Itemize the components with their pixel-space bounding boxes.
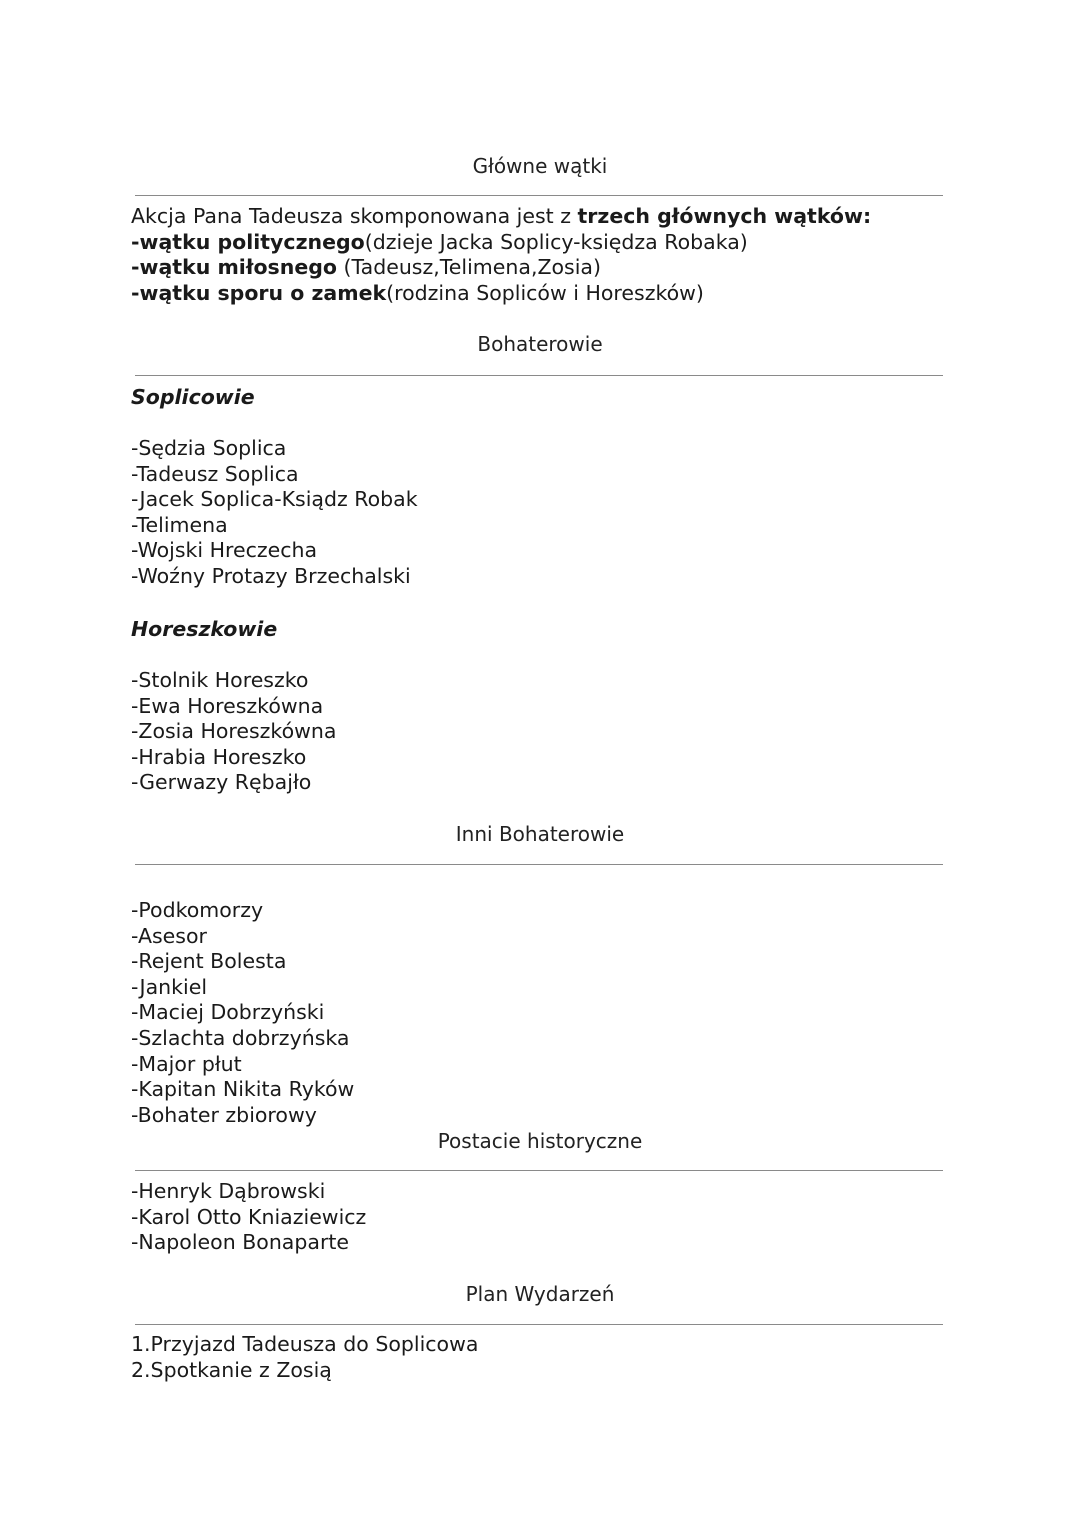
section-divider (135, 864, 943, 865)
section-title-postacie-historyczne: Postacie historyczne (437, 1129, 643, 1153)
list-item: 1.Przyjazd Tadeusza do Soplicowa (131, 1332, 479, 1356)
watki-intro (131, 204, 871, 230)
list-item: -Woźny Protazy Brzechalski (131, 563, 411, 588)
list-item: -Wojski Hreczecha (131, 538, 318, 563)
list-item: -Jankiel (131, 974, 208, 999)
historyczne-list (131, 1179, 366, 1256)
section-divider (135, 1324, 943, 1325)
watek-item (131, 230, 871, 256)
watki-intro-emphasis: trzech głównych wątków: (577, 204, 872, 228)
list-item: -Maciej Dobrzyński (131, 1000, 325, 1025)
list-item: -Asesor (131, 923, 207, 948)
list-item: -Gerwazy Rębajło (131, 770, 312, 795)
list-item: -Bohater zbiorowy (131, 1102, 317, 1127)
section-title-glowne-watki: Główne wątki (472, 154, 608, 178)
soplicowie-list (131, 436, 418, 590)
horeszkowie-list (131, 668, 336, 796)
section-title-inni-bohaterowie: Inni Bohaterowie (455, 822, 625, 846)
watek-detail: (dzieje Jacka Soplicy-księdza Robaka) (364, 229, 748, 254)
section-divider (135, 195, 943, 196)
list-item: -Rejent Bolesta (131, 949, 287, 974)
list-item: 2.Spotkanie z Zosią (131, 1357, 332, 1382)
plan-list (131, 1332, 478, 1383)
list-item: -Sędzia Soplica (131, 436, 287, 460)
inni-list (131, 898, 354, 1128)
list-item: -Stolnik Horeszko (131, 668, 309, 692)
watki-paragraph (131, 204, 871, 306)
section-divider (135, 375, 943, 376)
watek-name: -wątku miłosnego (131, 255, 337, 280)
list-item: -Zosia Horeszkówna (131, 719, 337, 744)
list-item: -Henryk Dąbrowski (131, 1179, 326, 1203)
list-item: -Major płut (131, 1051, 242, 1076)
watek-name: -wątku politycznego (131, 229, 365, 254)
group-title-soplicowie: Soplicowie (131, 385, 255, 409)
watek-name: -wątku sporu o zamek (131, 280, 387, 305)
list-item: -Hrabia Horeszko (131, 744, 307, 769)
watek-item (131, 255, 871, 281)
watki-intro-text: Akcja Pana Tadeusza skomponowana jest z (131, 204, 578, 228)
list-item: -Szlachta dobrzyńska (131, 1025, 350, 1050)
watek-detail: (rodzina Sopliców i Horeszków) (386, 280, 704, 305)
list-item: -Podkomorzy (131, 898, 264, 922)
section-divider (135, 1170, 943, 1171)
section-title-plan-wydarzen: Plan Wydarzeń (465, 1282, 615, 1306)
list-item: -Jacek Soplica-Ksiądz Robak (131, 487, 418, 512)
group-title-horeszkowie: Horeszkowie (131, 617, 278, 641)
list-item: -Telimena (131, 512, 228, 537)
section-title-bohaterowie: Bohaterowie (477, 332, 603, 356)
list-item: -Tadeusz Soplica (131, 461, 299, 486)
list-item: -Karol Otto Kniaziewicz (131, 1204, 367, 1229)
watek-detail: (Tadeusz,Telimena,Zosia) (336, 255, 601, 280)
watek-item (131, 281, 871, 307)
list-item: -Napoleon Bonaparte (131, 1230, 350, 1255)
list-item: -Kapitan Nikita Ryków (131, 1077, 355, 1102)
list-item: -Ewa Horeszkówna (131, 693, 324, 718)
